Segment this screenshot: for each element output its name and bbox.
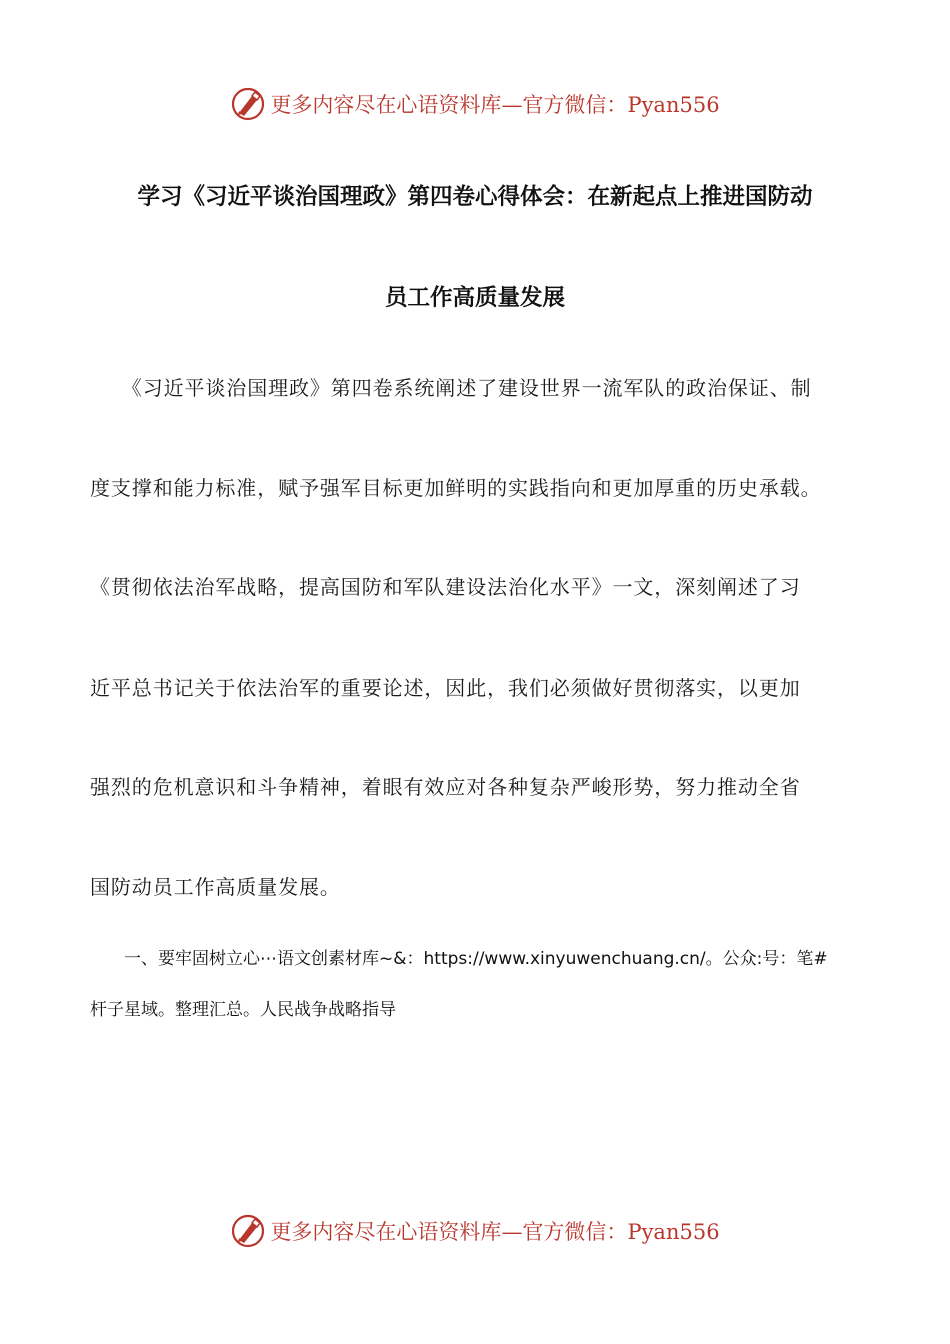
banner-wechat-id: Pyan556 bbox=[627, 1220, 720, 1244]
section-line-2: 杆子星域。整理汇总。人民战争战略指导 bbox=[90, 1000, 396, 1020]
section-line-1: 一、要牢固树立心⋯语文创素材库~&：https://www.xinyuwenchuang.cn/。公众:号：笔# bbox=[90, 949, 828, 969]
banner-tail-text: 官方微信： bbox=[522, 1220, 628, 1244]
body-line: 强烈的危机意识和斗争精神，着眼有效应对各种复杂严峻形势，努力推动全省 bbox=[90, 775, 801, 799]
header-banner bbox=[0, 82, 950, 126]
document-title-line-1: 学习《习近平谈治国理政》第四卷心得体会：在新起点上推进国防动 bbox=[137, 184, 813, 210]
pen-nib-logo-icon bbox=[230, 86, 266, 122]
banner-dash: — bbox=[501, 93, 523, 117]
body-line: 《贯彻依法治军战略，提高国防和军队建设法治化水平》一文，深刻阐述了习 bbox=[90, 575, 801, 599]
banner-main-text: 更多内容尽在心语资料库 bbox=[270, 93, 502, 117]
banner-text bbox=[270, 89, 719, 119]
document-title-line-2: 员工作高质量发展 bbox=[384, 285, 565, 311]
banner-main-text: 更多内容尽在心语资料库 bbox=[270, 1220, 502, 1244]
banner-dash: — bbox=[501, 1220, 523, 1244]
body-line: 度支撑和能力标准，赋予强军目标更加鲜明的实践指向和更加厚重的历史承载。 bbox=[90, 476, 822, 500]
pen-nib-logo-icon bbox=[230, 1213, 266, 1249]
banner-wechat-id: Pyan556 bbox=[627, 93, 720, 117]
body-line: 近平总书记关于依法治军的重要论述，因此，我们必须做好贯彻落实，以更加 bbox=[90, 676, 801, 700]
body-line: 《习近平谈治国理政》第四卷系统阐述了建设世界一流军队的政治保证、制 bbox=[90, 376, 812, 400]
footer-banner bbox=[0, 1209, 950, 1253]
body-line: 国防动员工作高质量发展。 bbox=[90, 875, 341, 899]
banner-text bbox=[270, 1216, 719, 1246]
banner-tail-text: 官方微信： bbox=[522, 93, 628, 117]
